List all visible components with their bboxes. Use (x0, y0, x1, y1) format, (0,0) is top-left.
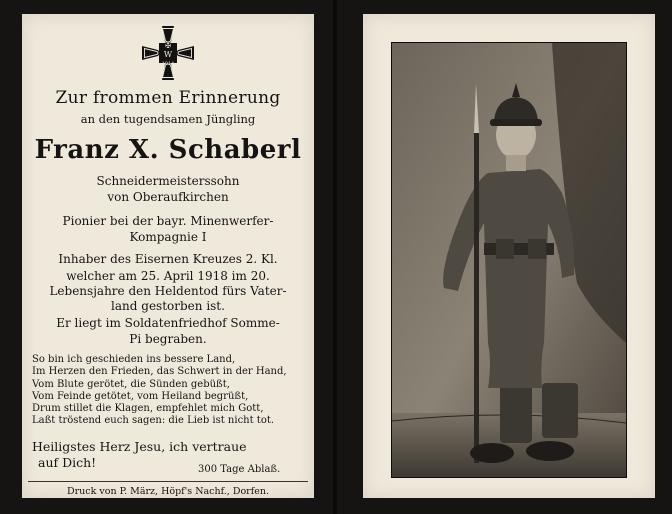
soldier-photograph (391, 42, 627, 478)
death-line-1: welcher am 25. April 1918 im 20. (66, 269, 270, 283)
poem-line: Vom Feinde getötet, vom Heiland begrüßt, (32, 390, 249, 402)
poem-line: Drum stillet die Klagen, empfehlet mich Gott, (32, 403, 264, 415)
indulgence-note: 300 Tage Ablaß. (198, 464, 281, 475)
memorial-poem (32, 354, 308, 428)
unit-line-2: Kompagnie I (129, 230, 207, 244)
unit-line-1: Pionier bei der bayr. Minenwerfer- (62, 214, 274, 228)
prayer-line-1: Heiligstes Herz Jesu, ich vertraue (32, 439, 247, 454)
svg-text:✠: ✠ (165, 42, 171, 50)
award-line: Inhaber des Eisernen Kreuzes 2. Kl. (58, 252, 278, 266)
death-line-2: Lebensjahre den Heldentod fürs Vater- (49, 284, 287, 298)
grave-line-1: Er liegt im Soldatenfriedhof Somme- (56, 316, 280, 330)
photo-panel (363, 14, 655, 498)
memorial-card-left (0, 0, 333, 514)
svg-text:W: W (163, 50, 173, 59)
poem-line: So bin ich geschieden ins bessere Land, (32, 354, 236, 365)
grave-line-2: Pi begraben. (129, 332, 207, 346)
printer-credit: Druck von P. März, Höpf's Nachf., Dorfen. (67, 486, 269, 497)
deceased-name: Franz X. Schaberl (34, 135, 302, 165)
text-panel (22, 14, 314, 498)
divider (28, 481, 308, 482)
death-line-3: land gestorben ist. (111, 299, 225, 313)
svg-text:1914: 1914 (161, 61, 175, 67)
poem-line: Laßt tröstend euch sagen: die Lieb ist nicht tot. (32, 415, 275, 427)
soldier-portrait-icon (392, 43, 626, 477)
hometown-line: von Oberaufkirchen (107, 190, 229, 204)
card-title: Zur frommen Erinnerung (55, 88, 281, 108)
prayer-line-2: auf Dich! (38, 455, 97, 470)
poem-line: Im Herzen den Frieden, das Schwert in der Hand, (32, 366, 287, 378)
card-subtitle: an den tugendsamen Jüngling (80, 112, 256, 126)
memorial-card-right (337, 0, 672, 514)
occupation-line: Schneidermeisterssohn (96, 174, 240, 188)
iron-cross-icon (140, 24, 196, 82)
poem-line: Vom Blute gerötet, die Sünden gebüßt, (32, 378, 230, 390)
